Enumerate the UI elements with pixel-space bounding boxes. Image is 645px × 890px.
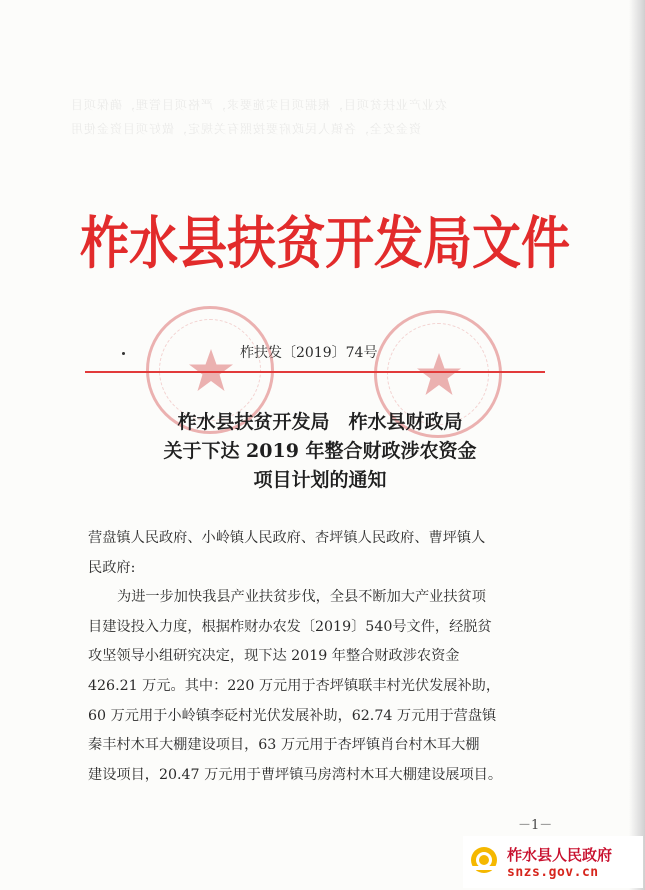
red-divider-line bbox=[85, 371, 545, 373]
paragraph-line: 目建设投入力度，根据柞财办农发〔2019〕540号文件，经脱贫 bbox=[88, 618, 492, 635]
watermark-site-url[interactable]: snzs.gov.cn bbox=[507, 865, 599, 880]
scan-edge-shadow bbox=[629, 0, 645, 890]
paragraph-line: 为进一步加快我县产业扶贫步伐，全县不断加大产业扶贫项 bbox=[117, 589, 486, 606]
paragraph-line: 攻坚领导小组研究决定，现下达 2019 年整合财政涉农资金 bbox=[88, 648, 460, 665]
title-line: 关于下达 2019 年整合财政涉农资金 bbox=[163, 440, 477, 462]
paragraph-line: 建设项目，20.47 万元用于曹坪镇马房湾村木耳大棚建设展项目。 bbox=[88, 766, 503, 783]
bleed-through-text: 农业产业扶贫项目，根据项目实施要求，严格项目管理，确保项目 bbox=[70, 98, 448, 112]
sun-logo-icon bbox=[469, 844, 499, 874]
site-watermark[interactable] bbox=[463, 836, 643, 888]
paragraph-line: 秦丰村木耳大棚建设项目，63 万元用于杏坪镇肖台村木耳大棚 bbox=[88, 737, 480, 754]
page-number: －1－ bbox=[518, 818, 553, 833]
document-title bbox=[80, 408, 560, 495]
document-number: 柞扶发〔2019〕74号 bbox=[240, 345, 378, 361]
addressee-line: 营盘镇人民政府、小岭镇人民政府、杏坪镇人民政府、曹坪镇人 bbox=[88, 530, 486, 546]
document-body bbox=[88, 524, 558, 790]
title-line: 柞水县扶贫开发局 柞水县财政局 bbox=[177, 411, 463, 433]
bleed-through-text: 资金安全，各镇人民政府要按照有关规定，做好项目资金使用 bbox=[70, 122, 422, 136]
seal-star-icon bbox=[415, 351, 463, 399]
title-line: 项目计划的通知 bbox=[253, 469, 387, 491]
document-masthead: 柞水县扶贫开发局文件 bbox=[80, 210, 571, 277]
addressee-line: 民政府: bbox=[88, 559, 136, 576]
paragraph-line: 426.21 万元。其中：220 万元用于杏坪镇联丰村光伏发展补助， bbox=[88, 677, 501, 694]
addressee bbox=[88, 524, 558, 583]
paragraph-line: 60 万元用于小岭镇李砭村光伏发展补助，62.74 万元用于营盘镇 bbox=[88, 707, 497, 724]
body-paragraph bbox=[88, 583, 558, 790]
watermark-site-name: 柞水县人民政府 bbox=[507, 846, 613, 864]
stray-dot bbox=[122, 352, 125, 355]
